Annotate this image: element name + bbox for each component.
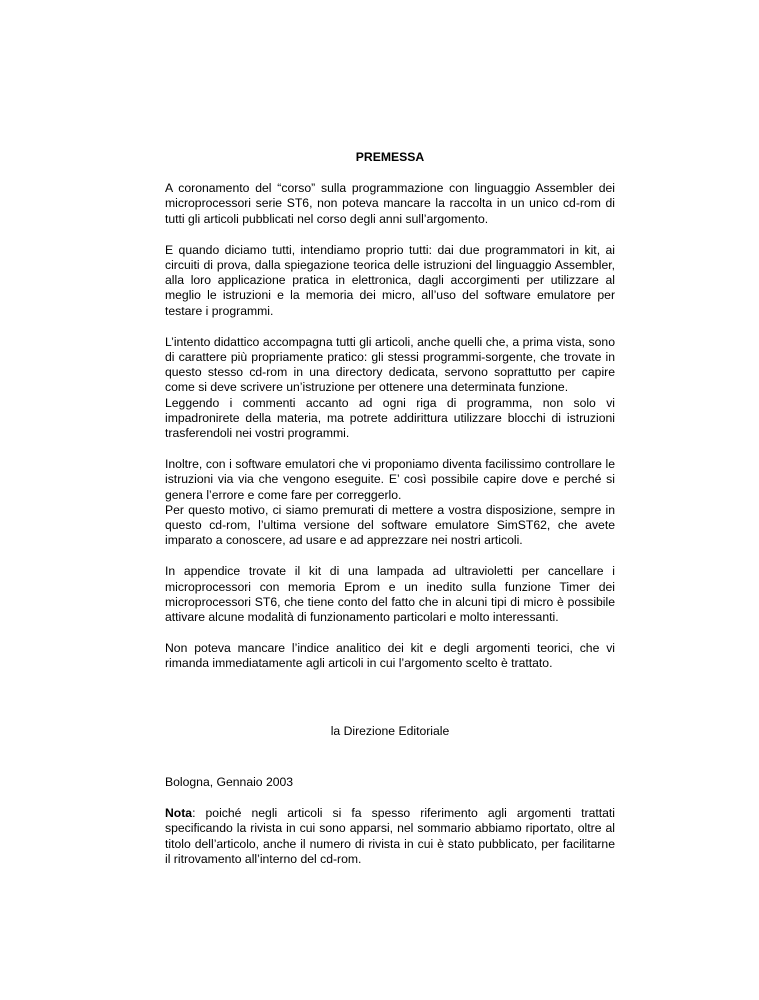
note-label: Nota (165, 806, 193, 821)
paragraph-emulators: Inoltre, con i software emulatori che vi proponiamo diventa facilissimo controllare le istruzioni via via che vengono eseguite. E’ così possibile capire dove e perché si genera l’errore e come fare per correggerlo. (165, 457, 615, 502)
paragraph-appendix: In appendice trovate il kit di una lampada ad ultravioletti per cancellare i microprocessori con memoria Eprom e un inedito sulla funzione Timer dei microprocessori ST6, che tiene conto del fatto che in alcuni tipi di micro è possibile attivare alcune modalità di funzionamento particolari e molto interessanti. (165, 564, 615, 625)
note-text: : poiché negli articoli si fa spesso riferimento agli argomenti trattati specificando la rivista in cui sono apparsi, nel sommario abbiamo riportato, oltre al titolo dell’articolo, anche il numero di rivista in cui è stato pubblicato, per facilitarne il ritrovamento all’interno del cd-rom. (165, 806, 615, 866)
note-paragraph (165, 806, 615, 867)
paragraph-index: Non poteva mancare l’indice analitico dei kit e degli argomenti teorici, che vi rimanda immediatamente agli articoli in cui l’argomento scelto è trattato. (165, 641, 615, 671)
paragraph-simst62: Per questo motivo, ci siamo premurati di mettere a vostra disposizione, sempre in questo cd-rom, l’ultima versione del software emulatore SimST62, che avete imparato a conoscere, ad usare e ad apprezzare nei nostri articoli. (165, 502, 615, 548)
place-date: Bologna, Gennaio 2003 (165, 774, 294, 789)
paragraph-didactic: L’intento didattico accompagna tutti gli articoli, anche quelli che, a prima vista, sono di carattere più propriamente pratico: gli stessi programmi-sorgente, che trovate in questo stesso cd-rom in una directory dedicata, servono soprattutto per capire come si deve scrivere un’istruzione per ottenere una determinata funzione. (165, 334, 615, 395)
paragraph-intro: A coronamento del “corso” sulla programmazione con linguaggio Assembler dei microprocessori serie ST6, non poteva mancare la raccolta in un unico cd-rom di tutti gli articoli pubblicati nel corso degli anni sull’argomento. (165, 181, 615, 226)
paragraph-comments: Leggendo i commenti accanto ad ogni riga di programma, non solo vi impadronirete della materia, ma potrete addirittura utilizzare blocchi di istruzioni trasferendoli nei vostri programmi. (165, 395, 615, 441)
document-page (165, 150, 615, 867)
paragraph-contents: E quando diciamo tutti, intendiamo proprio tutti: dai due programmatori in kit, ai circuiti di prova, dalla spiegazione teorica delle istruzioni del linguaggio Assembler, alla loro applicazione pratica in elettronica, dagli accorgimenti per utilizzare al meglio le istruzioni e la memoria dei micro, all’uso del software emulatore per testare i programmi. (165, 242, 615, 318)
page-title: PREMESSA (355, 150, 425, 164)
signature: la Direzione Editoriale (330, 723, 450, 738)
